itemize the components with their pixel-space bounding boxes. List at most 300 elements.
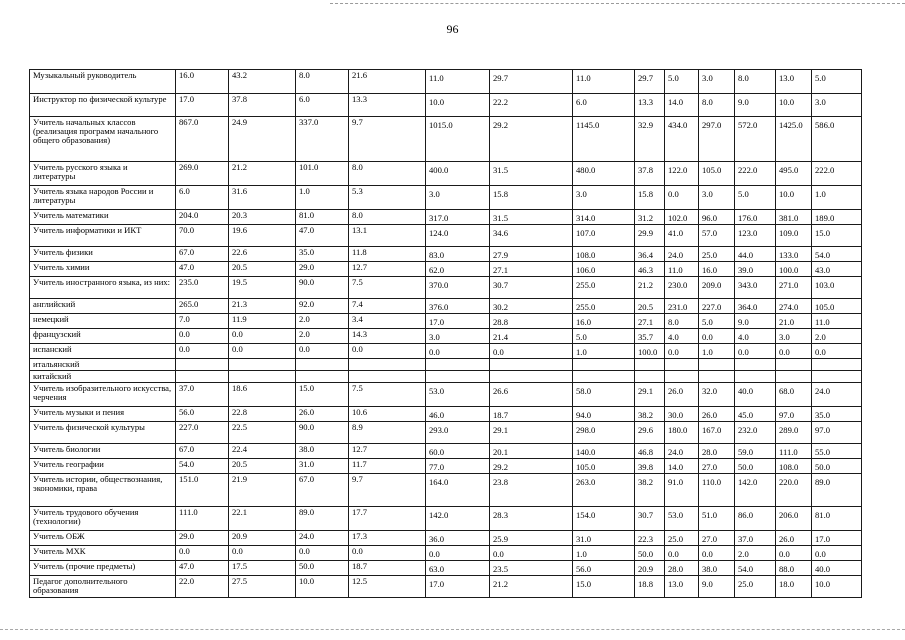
table-row <box>30 344 862 359</box>
table-cell: 24.0 <box>296 531 349 546</box>
table-cell: 13.0 <box>776 70 812 94</box>
table-cell: 4.0 <box>735 329 776 344</box>
table-cell: 142.0 <box>426 507 490 531</box>
table-cell: 38.0 <box>699 561 735 576</box>
table-cell: 18.7 <box>349 561 426 576</box>
table-cell: 0.0 <box>665 344 699 359</box>
table-cell: 47.0 <box>176 262 229 277</box>
table-cell: 21.4 <box>490 329 573 344</box>
table-cell: 54.0 <box>176 459 229 474</box>
table-cell: 1145.0 <box>573 117 635 162</box>
table-cell: 122.0 <box>665 162 699 186</box>
table-cell: 15.8 <box>635 186 665 210</box>
table-cell: 3.0 <box>699 70 735 94</box>
table-cell: 1.0 <box>573 344 635 359</box>
table-cell: 21.3 <box>229 299 296 314</box>
table-row <box>30 277 862 299</box>
table-cell: 30.7 <box>635 507 665 531</box>
table-cell: 36.4 <box>635 247 665 262</box>
table-cell: 1.0 <box>699 344 735 359</box>
table-cell: 29.1 <box>635 383 665 407</box>
table-cell: 31.6 <box>229 186 296 210</box>
table-cell: 317.0 <box>426 210 490 225</box>
table-cell: 16.0 <box>176 70 229 94</box>
table-cell <box>296 359 349 371</box>
table-cell: 1.0 <box>573 546 635 561</box>
table-cell: 38.2 <box>635 474 665 507</box>
table-cell: 31.0 <box>296 459 349 474</box>
table-cell: 22.6 <box>229 247 296 262</box>
table-cell: 12.7 <box>349 262 426 277</box>
table-cell: 21.2 <box>229 162 296 186</box>
table-cell: 400.0 <box>426 162 490 186</box>
table-cell: 15.0 <box>812 225 862 247</box>
table-cell: 32.9 <box>635 117 665 162</box>
table-row <box>30 383 862 407</box>
table-row <box>30 576 862 598</box>
table-cell: 34.6 <box>490 225 573 247</box>
table-cell: 1.0 <box>296 186 349 210</box>
table-cell: 16.0 <box>699 262 735 277</box>
table-cell <box>699 371 735 383</box>
table-cell <box>635 371 665 383</box>
table-cell: 68.0 <box>776 383 812 407</box>
table-cell: 29.0 <box>176 531 229 546</box>
table-row <box>30 117 862 162</box>
row-label: итальянский <box>30 359 176 371</box>
row-label: Учитель информатики и ИКТ <box>30 225 176 247</box>
table-cell: 140.0 <box>573 444 635 459</box>
table-cell: 37.0 <box>735 531 776 546</box>
table-cell: 21.9 <box>229 474 296 507</box>
table-cell: 24.0 <box>665 444 699 459</box>
row-label: французский <box>30 329 176 344</box>
table-cell: 20.5 <box>229 459 296 474</box>
table-cell: 29.9 <box>635 225 665 247</box>
table-cell: 230.0 <box>665 277 699 299</box>
table-cell: 343.0 <box>735 277 776 299</box>
table-cell: 12.7 <box>349 444 426 459</box>
table-row <box>30 422 862 444</box>
table-row <box>30 225 862 247</box>
table-cell: 17.7 <box>349 507 426 531</box>
table-cell: 46.3 <box>635 262 665 277</box>
table-cell: 10.0 <box>776 94 812 117</box>
table-cell: 5.0 <box>699 314 735 329</box>
table-cell: 28.0 <box>699 444 735 459</box>
table-row <box>30 407 862 422</box>
table-cell: 63.0 <box>426 561 490 576</box>
table-cell <box>229 359 296 371</box>
table-cell: 89.0 <box>296 507 349 531</box>
table-cell: 37.8 <box>229 94 296 117</box>
row-label: английский <box>30 299 176 314</box>
table-cell: 3.0 <box>426 186 490 210</box>
table-cell: 17.0 <box>426 576 490 598</box>
table-cell: 20.9 <box>229 531 296 546</box>
table-cell: 0.0 <box>490 344 573 359</box>
table-cell: 11.0 <box>665 262 699 277</box>
table-cell <box>349 359 426 371</box>
table-body <box>30 70 862 598</box>
table-cell: 28.3 <box>490 507 573 531</box>
row-label: Учитель физики <box>30 247 176 262</box>
table-cell: 0.0 <box>349 546 426 561</box>
table-cell: 18.8 <box>635 576 665 598</box>
table-cell: 27.0 <box>699 459 735 474</box>
table-cell: 0.0 <box>176 329 229 344</box>
table-cell: 14.0 <box>665 459 699 474</box>
table-cell: 142.0 <box>735 474 776 507</box>
table-cell: 15.0 <box>296 383 349 407</box>
table-cell: 10.0 <box>812 576 862 598</box>
table-row <box>30 186 862 210</box>
table-cell: 35.0 <box>296 247 349 262</box>
table-cell: 227.0 <box>176 422 229 444</box>
table-cell: 92.0 <box>296 299 349 314</box>
table-cell: 2.0 <box>296 329 349 344</box>
row-label: Учитель географии <box>30 459 176 474</box>
table-cell: 18.0 <box>776 576 812 598</box>
table-cell: 255.0 <box>573 277 635 299</box>
table-cell: 8.0 <box>349 210 426 225</box>
table-cell: 271.0 <box>776 277 812 299</box>
table-row <box>30 262 862 277</box>
row-label: Учитель языка народов России и литературы <box>30 186 176 210</box>
table-cell: 29.2 <box>490 117 573 162</box>
table-cell: 220.0 <box>776 474 812 507</box>
table-cell: 0.0 <box>699 329 735 344</box>
table-cell: 21.2 <box>635 277 665 299</box>
table-cell: 53.0 <box>665 507 699 531</box>
table-cell <box>296 371 349 383</box>
table-cell: 11.0 <box>573 70 635 94</box>
table-cell: 0.0 <box>812 344 862 359</box>
table-cell: 3.0 <box>776 329 812 344</box>
table-cell: 25.0 <box>735 576 776 598</box>
scan-top-rule <box>330 3 905 5</box>
table-row <box>30 459 862 474</box>
row-label: Учитель изобразительного искусства, черчения <box>30 383 176 407</box>
table-cell: 59.0 <box>735 444 776 459</box>
table-cell: 21.2 <box>490 576 573 598</box>
table-cell: 0.0 <box>490 546 573 561</box>
table-cell: 30.2 <box>490 299 573 314</box>
table-cell <box>635 359 665 371</box>
table-cell: 17.5 <box>229 561 296 576</box>
table-cell: 176.0 <box>735 210 776 225</box>
table-row <box>30 371 862 383</box>
table-cell <box>426 371 490 383</box>
table-cell: 151.0 <box>176 474 229 507</box>
table-cell: 0.0 <box>176 344 229 359</box>
table-cell: 8.0 <box>349 162 426 186</box>
table-cell: 29.2 <box>490 459 573 474</box>
table-cell: 108.0 <box>776 459 812 474</box>
table-cell: 28.8 <box>490 314 573 329</box>
table-cell: 50.0 <box>635 546 665 561</box>
table-row <box>30 329 862 344</box>
table-cell: 67.0 <box>176 247 229 262</box>
table-cell: 364.0 <box>735 299 776 314</box>
table-cell: 27.1 <box>490 262 573 277</box>
table-cell: 232.0 <box>735 422 776 444</box>
table-cell: 40.0 <box>735 383 776 407</box>
table-cell: 25.0 <box>665 531 699 546</box>
table-cell: 0.0 <box>229 344 296 359</box>
table-cell: 17.0 <box>176 94 229 117</box>
table-cell: 47.0 <box>176 561 229 576</box>
table-cell: 11.7 <box>349 459 426 474</box>
table-cell: 10.0 <box>296 576 349 598</box>
table-cell: 51.0 <box>699 507 735 531</box>
table-cell: 293.0 <box>426 422 490 444</box>
table-cell: 11.8 <box>349 247 426 262</box>
table-cell: 38.0 <box>296 444 349 459</box>
table-cell: 16.0 <box>573 314 635 329</box>
table-cell: 297.0 <box>699 117 735 162</box>
table-cell: 13.1 <box>349 225 426 247</box>
table-cell: 20.3 <box>229 210 296 225</box>
table-cell: 189.0 <box>812 210 862 225</box>
table-cell: 10.0 <box>776 186 812 210</box>
table-cell: 22.0 <box>176 576 229 598</box>
table-cell: 26.0 <box>296 407 349 422</box>
scan-bottom-rule <box>0 629 905 631</box>
table-cell: 3.0 <box>699 186 735 210</box>
table-cell: 3.0 <box>426 329 490 344</box>
table-cell <box>490 359 573 371</box>
table-cell: 23.5 <box>490 561 573 576</box>
staff-statistics-table <box>29 69 862 598</box>
table-cell: 0.0 <box>665 186 699 210</box>
table-cell: 274.0 <box>776 299 812 314</box>
row-label: китайский <box>30 371 176 383</box>
table-cell: 9.7 <box>349 117 426 162</box>
table-cell: 38.2 <box>635 407 665 422</box>
table-cell: 27.1 <box>635 314 665 329</box>
table-cell: 231.0 <box>665 299 699 314</box>
table-cell: 17.3 <box>349 531 426 546</box>
table-cell: 29.0 <box>296 262 349 277</box>
table-cell: 0.0 <box>296 344 349 359</box>
table-cell: 22.8 <box>229 407 296 422</box>
table-cell: 0.0 <box>665 546 699 561</box>
table-cell: 20.5 <box>229 262 296 277</box>
table-cell: 41.0 <box>665 225 699 247</box>
table-cell: 96.0 <box>699 210 735 225</box>
table-cell: 31.2 <box>635 210 665 225</box>
row-label: Учитель МХК <box>30 546 176 561</box>
table-cell: 9.0 <box>735 314 776 329</box>
row-label: Педагог дополнительного образования <box>30 576 176 598</box>
table-cell: 167.0 <box>699 422 735 444</box>
table-cell: 111.0 <box>776 444 812 459</box>
table-cell: 7.0 <box>176 314 229 329</box>
table-cell: 235.0 <box>176 277 229 299</box>
table-cell: 495.0 <box>776 162 812 186</box>
table-cell: 5.0 <box>573 329 635 344</box>
table-cell: 39.0 <box>735 262 776 277</box>
table-cell <box>665 371 699 383</box>
table-cell: 5.0 <box>735 186 776 210</box>
row-label: Учитель музыки и пения <box>30 407 176 422</box>
table-cell: 47.0 <box>296 225 349 247</box>
table-cell: 29.7 <box>635 70 665 94</box>
table-row <box>30 247 862 262</box>
table-row <box>30 94 862 117</box>
table-row <box>30 561 862 576</box>
table-cell: 26.0 <box>699 407 735 422</box>
table-cell: 40.0 <box>812 561 862 576</box>
table-cell: 101.0 <box>296 162 349 186</box>
table-cell: 263.0 <box>573 474 635 507</box>
table-cell: 124.0 <box>426 225 490 247</box>
table-cell: 1.0 <box>812 186 862 210</box>
table-cell: 11.9 <box>229 314 296 329</box>
table-cell: 57.0 <box>699 225 735 247</box>
table-cell: 105.0 <box>699 162 735 186</box>
table-cell: 19.6 <box>229 225 296 247</box>
table-cell: 62.0 <box>426 262 490 277</box>
table-cell: 26.0 <box>776 531 812 546</box>
table-cell: 3.4 <box>349 314 426 329</box>
table-cell: 586.0 <box>812 117 862 162</box>
row-label: Учитель математики <box>30 210 176 225</box>
table-cell: 8.0 <box>735 70 776 94</box>
table-cell: 13.0 <box>665 576 699 598</box>
table-cell: 123.0 <box>735 225 776 247</box>
table-cell: 7.4 <box>349 299 426 314</box>
table-cell: 50.0 <box>812 459 862 474</box>
table-cell: 21.0 <box>776 314 812 329</box>
table-cell: 30.7 <box>490 277 573 299</box>
table-cell: 89.0 <box>812 474 862 507</box>
table-cell: 0.0 <box>812 546 862 561</box>
table-cell: 4.0 <box>665 329 699 344</box>
table-cell: 6.0 <box>176 186 229 210</box>
table-cell: 14.0 <box>665 94 699 117</box>
table-cell: 90.0 <box>296 277 349 299</box>
table-cell: 100.0 <box>635 344 665 359</box>
table-cell: 46.0 <box>426 407 490 422</box>
table-cell: 1015.0 <box>426 117 490 162</box>
table-cell: 102.0 <box>665 210 699 225</box>
table-cell: 81.0 <box>812 507 862 531</box>
table-cell: 9.7 <box>349 474 426 507</box>
table-cell: 7.5 <box>349 383 426 407</box>
table-cell: 180.0 <box>665 422 699 444</box>
table-cell: 5.0 <box>812 70 862 94</box>
table-cell: 0.0 <box>229 546 296 561</box>
table-cell: 20.9 <box>635 561 665 576</box>
row-label: Учитель русского языка и литературы <box>30 162 176 186</box>
table-cell: 227.0 <box>699 299 735 314</box>
table-cell: 0.0 <box>229 329 296 344</box>
table-cell: 88.0 <box>776 561 812 576</box>
table-cell: 289.0 <box>776 422 812 444</box>
table-cell: 9.0 <box>735 94 776 117</box>
table-cell: 269.0 <box>176 162 229 186</box>
table-cell: 204.0 <box>176 210 229 225</box>
table-cell: 0.0 <box>426 344 490 359</box>
table-cell: 0.0 <box>699 546 735 561</box>
table-row <box>30 474 862 507</box>
table-cell: 60.0 <box>426 444 490 459</box>
table-cell <box>573 359 635 371</box>
table-cell: 27.9 <box>490 247 573 262</box>
table-cell: 39.8 <box>635 459 665 474</box>
table-cell <box>735 359 776 371</box>
table-cell: 6.0 <box>573 94 635 117</box>
table-cell: 370.0 <box>426 277 490 299</box>
table-cell: 105.0 <box>573 459 635 474</box>
table-cell: 37.8 <box>635 162 665 186</box>
table-cell: 50.0 <box>296 561 349 576</box>
table-cell: 54.0 <box>812 247 862 262</box>
table-cell: 10.6 <box>349 407 426 422</box>
table-row <box>30 444 862 459</box>
table-cell: 434.0 <box>665 117 699 162</box>
table-cell: 86.0 <box>735 507 776 531</box>
table-cell: 83.0 <box>426 247 490 262</box>
table-cell: 0.0 <box>176 546 229 561</box>
table-cell: 94.0 <box>573 407 635 422</box>
table-cell: 0.0 <box>776 344 812 359</box>
table-cell <box>573 371 635 383</box>
table-cell: 43.2 <box>229 70 296 94</box>
table-cell: 103.0 <box>812 277 862 299</box>
table-cell: 867.0 <box>176 117 229 162</box>
row-label: Учитель иностранного языка, из них: <box>30 277 176 299</box>
table-cell: 14.3 <box>349 329 426 344</box>
table-cell: 56.0 <box>176 407 229 422</box>
table-cell: 6.0 <box>296 94 349 117</box>
table-cell: 106.0 <box>573 262 635 277</box>
row-label: Учитель начальных классов (реализация программ начального общего образования) <box>30 117 176 162</box>
row-label: Учитель трудового обучения (технологии) <box>30 507 176 531</box>
table-cell: 15.0 <box>573 576 635 598</box>
row-label: Учитель биологии <box>30 444 176 459</box>
table-row <box>30 314 862 329</box>
table-cell: 8.9 <box>349 422 426 444</box>
table-cell: 0.0 <box>426 546 490 561</box>
table-cell: 28.0 <box>665 561 699 576</box>
table-cell: 35.0 <box>812 407 862 422</box>
table-row <box>30 546 862 561</box>
row-label: Учитель истории, обществознания, экономики, права <box>30 474 176 507</box>
row-label: Музыкальный руководитель <box>30 70 176 94</box>
table-cell: 3.0 <box>812 94 862 117</box>
table-cell: 255.0 <box>573 299 635 314</box>
table-cell: 70.0 <box>176 225 229 247</box>
table-cell: 376.0 <box>426 299 490 314</box>
table-cell: 265.0 <box>176 299 229 314</box>
table-cell <box>776 359 812 371</box>
table-cell: 8.0 <box>665 314 699 329</box>
table-cell: 11.0 <box>812 314 862 329</box>
table-cell: 18.7 <box>490 407 573 422</box>
table-cell: 7.5 <box>349 277 426 299</box>
table-cell: 222.0 <box>735 162 776 186</box>
table-cell: 31.0 <box>573 531 635 546</box>
table-cell: 12.5 <box>349 576 426 598</box>
table-cell: 8.0 <box>296 70 349 94</box>
table-cell: 67.0 <box>296 474 349 507</box>
table-cell: 22.4 <box>229 444 296 459</box>
table-cell: 8.0 <box>699 94 735 117</box>
table-cell: 21.6 <box>349 70 426 94</box>
